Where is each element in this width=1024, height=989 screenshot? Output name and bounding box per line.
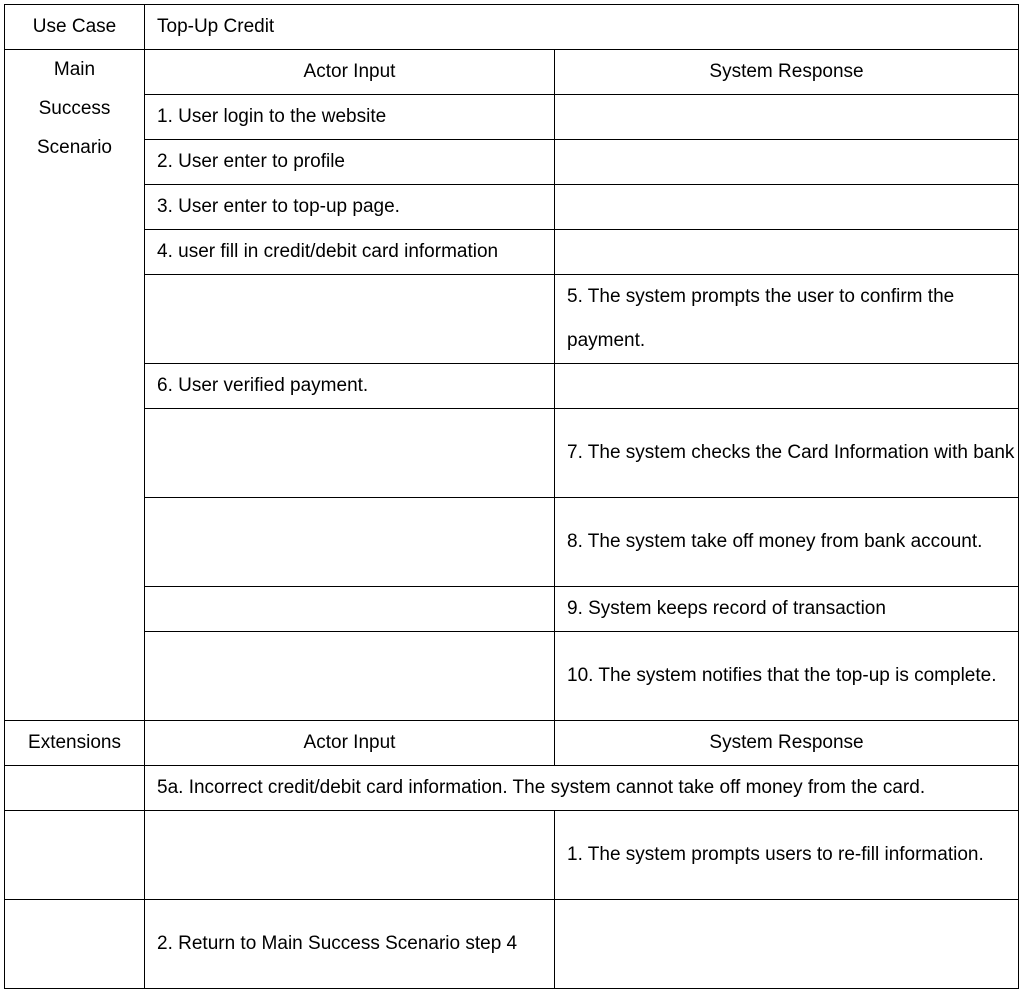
table-row bbox=[5, 409, 1019, 498]
system-response-cell: 9. System keeps record of transaction bbox=[555, 587, 1019, 632]
actor-input-cell bbox=[145, 587, 555, 632]
actor-input-cell: 2. User enter to profile bbox=[145, 140, 555, 185]
table-row bbox=[5, 275, 1019, 364]
table-row bbox=[5, 632, 1019, 721]
extension-condition-row bbox=[5, 766, 1019, 811]
system-response-cell: 8. The system take off money from bank account. bbox=[555, 498, 1019, 587]
system-response-cell bbox=[555, 140, 1019, 185]
actor-input-cell: 3. User enter to top-up page. bbox=[145, 185, 555, 230]
empty-label-cell bbox=[5, 811, 145, 900]
actor-input-cell bbox=[145, 632, 555, 721]
use-case-title: Top-Up Credit bbox=[145, 5, 1019, 50]
system-response-header: System Response bbox=[555, 721, 1019, 766]
system-response-cell bbox=[555, 95, 1019, 140]
system-response-header: System Response bbox=[555, 50, 1019, 95]
actor-input-cell bbox=[145, 498, 555, 587]
system-response-cell: 5. The system prompts the user to confirm the payment. bbox=[555, 275, 1019, 364]
extensions-label: Extensions bbox=[5, 721, 145, 766]
table-row bbox=[5, 498, 1019, 587]
actor-input-cell: 4. user fill in credit/debit card information bbox=[145, 230, 555, 275]
actor-input-cell: 1. User login to the website bbox=[145, 95, 555, 140]
table-row bbox=[5, 140, 1019, 185]
actor-input-cell: 2. Return to Main Success Scenario step 4 bbox=[145, 900, 555, 989]
system-response-cell bbox=[555, 900, 1019, 989]
system-response-cell bbox=[555, 364, 1019, 409]
table-row bbox=[5, 185, 1019, 230]
system-response-cell: 7. The system checks the Card Information with bank bbox=[555, 409, 1019, 498]
scenario-label-line: Main bbox=[53, 59, 96, 80]
use-case-row bbox=[5, 5, 1019, 50]
actor-input-cell bbox=[145, 811, 555, 900]
table-row bbox=[5, 364, 1019, 409]
empty-label-cell bbox=[5, 900, 145, 989]
system-response-cell: 1. The system prompts users to re-fill information. bbox=[555, 811, 1019, 900]
main-success-scenario-label bbox=[5, 50, 145, 721]
system-response-cell bbox=[555, 230, 1019, 275]
system-response-cell: 10. The system notifies that the top-up is complete. bbox=[555, 632, 1019, 721]
table-row bbox=[5, 900, 1019, 989]
main-header-row bbox=[5, 50, 1019, 95]
actor-input-cell bbox=[145, 275, 555, 364]
scenario-label-line: Success bbox=[38, 98, 111, 119]
scenario-label-line: Scenario bbox=[37, 137, 112, 158]
extensions-header-row bbox=[5, 721, 1019, 766]
table-row bbox=[5, 230, 1019, 275]
use-case-table bbox=[4, 4, 1019, 989]
system-response-cell bbox=[555, 185, 1019, 230]
actor-input-header: Actor Input bbox=[145, 721, 555, 766]
extension-condition: 5a. Incorrect credit/debit card information. The system cannot take off money from the card. bbox=[145, 766, 1019, 811]
table-row bbox=[5, 95, 1019, 140]
actor-input-header: Actor Input bbox=[145, 50, 555, 95]
use-case-label: Use Case bbox=[5, 5, 145, 50]
table-row bbox=[5, 587, 1019, 632]
actor-input-cell bbox=[145, 409, 555, 498]
table-row bbox=[5, 811, 1019, 900]
actor-input-cell: 6. User verified payment. bbox=[145, 364, 555, 409]
empty-label-cell bbox=[5, 766, 145, 811]
